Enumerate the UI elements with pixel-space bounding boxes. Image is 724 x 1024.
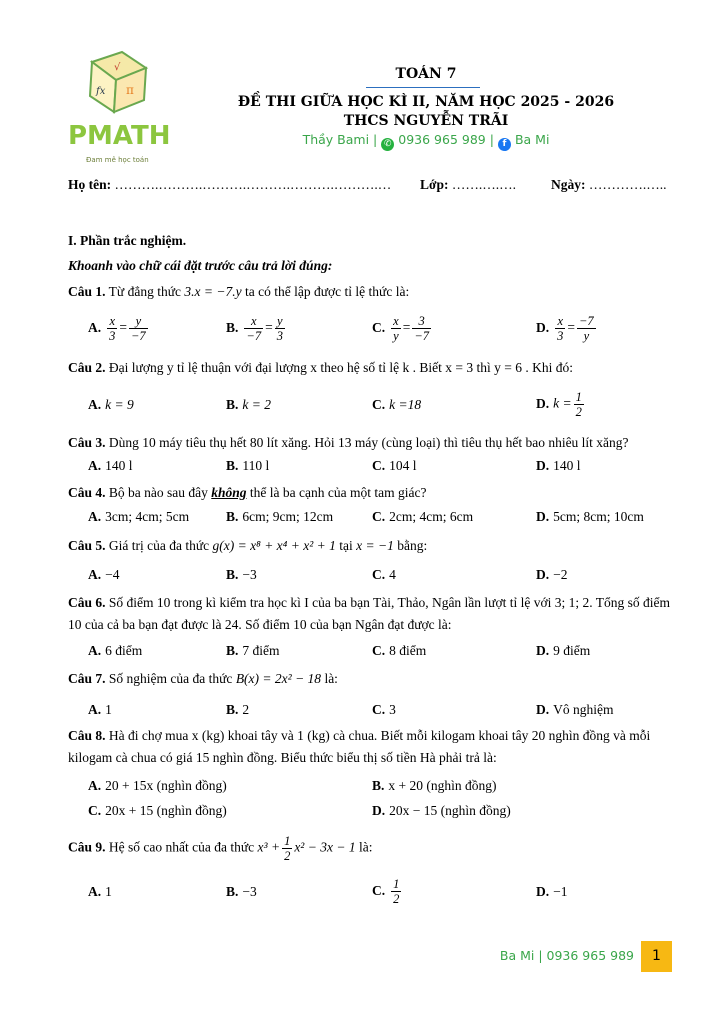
q5-option-c[interactable]: C. 4	[372, 567, 396, 582]
q5-option-a[interactable]: A. −4	[88, 567, 120, 582]
question-7: Câu 7. Số nghiệm của đa thức B(x) = 2x² − 18 là:	[68, 671, 338, 686]
q7-option-a[interactable]: A. 1	[88, 702, 112, 717]
q2-option-d[interactable]: D. k = $\frac{1}{2}$	[536, 390, 582, 419]
q2-option-b[interactable]: B. k = 2	[226, 397, 271, 412]
name-field: Họ tên: ……….……….……….……….……….……….…	[68, 177, 392, 192]
question-5: Câu 5. Giá trị của đa thức g(x) = x⁸ + x⁴ + x² + 1 tại x = −1 bằng:	[68, 538, 428, 553]
subject-title: TOÁN 7	[395, 66, 457, 82]
header-divider	[366, 87, 480, 88]
q5-option-b[interactable]: B. −3	[226, 567, 257, 582]
contact-line: Thầy Bami | ✆ 0936 965 989 | f Ba Mi	[302, 132, 550, 149]
q2-option-c[interactable]: C. k =18	[372, 397, 422, 412]
q7-option-d[interactable]: D. Vô nghiệm	[536, 702, 614, 717]
teacher-name: Thầy Bami	[302, 132, 370, 147]
whatsapp-icon: ✆	[381, 138, 394, 151]
date-field: Ngày: ………….…..	[551, 177, 667, 192]
q1-option-b[interactable]: B. $\frac{x}{-7}$ = $\frac{y}{3}$	[226, 314, 283, 343]
question-4: Câu 4. Bộ ba nào sau đây không thể là ba cạnh của một tam giác?	[68, 485, 427, 500]
dice-icon	[90, 52, 146, 112]
q8-option-b[interactable]: B. x + 20 (nghìn đồng)	[372, 778, 497, 793]
page-number: 1	[641, 941, 672, 972]
question-9: Câu 9. Hệ số cao nhất của đa thức x³ + $\frac{1}{2}$ x² − 3x − 1 là:	[68, 834, 373, 863]
class-field: Lớp: …….….….	[420, 177, 516, 192]
q6-option-a[interactable]: A. 6 điểm	[88, 643, 143, 658]
q4-option-b[interactable]: B. 6cm; 9cm; 12cm	[226, 509, 334, 524]
svg-text:fx: fx	[96, 86, 106, 97]
section-title: I. Phần trắc nghiệm.	[68, 233, 187, 248]
q4-option-c[interactable]: C. 2cm; 4cm; 6cm	[372, 509, 474, 524]
svg-text:PMATH: PMATH	[68, 121, 171, 151]
q8-option-a[interactable]: A. 20 + 15x (nghìn đồng)	[88, 778, 227, 793]
q3-option-b[interactable]: B. 110 l	[226, 458, 270, 473]
q7-option-c[interactable]: C. 3	[372, 702, 396, 717]
exam-title: ĐỀ THI GIỮA HỌC KÌ II, NĂM HỌC 2025 - 2026	[237, 94, 615, 110]
q1-option-c[interactable]: C. $\frac{x}{y}$ = $\frac{3}{-7}$	[372, 314, 429, 343]
q2-option-a[interactable]: A. k = 9	[88, 397, 134, 412]
question-3: Câu 3. Dùng 10 máy tiêu thụ hết 80 lít xăng. Hỏi 13 máy (cùng loại) thì tiêu thụ hết bao nhiêu lít xăng?	[68, 435, 629, 450]
question-8: Câu 8. Hà đi chợ mua x (kg) khoai tây và 1 (kg) cà chua. Biết mỗi kilogam khoai tây 20 nghìn đồng và mỗi kilogam cà chua có giá 15 nghìn đồng. Biểu thức biểu thị số tiền Hà phải trả là:	[68, 728, 651, 765]
q3-option-a[interactable]: A. 140 l	[88, 458, 133, 473]
school-name: THCS NGUYỄN TRÃI	[343, 113, 509, 129]
q1-option-d[interactable]: D. $\frac{x}{3}$ = $\frac{-7}{y}$	[536, 314, 594, 343]
facebook-name: Ba Mi	[514, 132, 550, 147]
q4-option-d[interactable]: D. 5cm; 8cm; 10cm	[536, 509, 644, 524]
q3-option-d[interactable]: D. 140 l	[536, 458, 581, 473]
q6-option-d[interactable]: D. 9 điểm	[536, 643, 591, 658]
q8-option-c[interactable]: C. 20x + 15 (nghìn đồng)	[88, 803, 227, 818]
svg-text:√: √	[114, 62, 121, 73]
q8-option-d[interactable]: D. 20x − 15 (nghìn đồng)	[372, 803, 511, 818]
facebook-icon: f	[498, 138, 511, 151]
svg-text:π: π	[126, 83, 134, 97]
q3-option-c[interactable]: C. 104 l	[372, 458, 417, 473]
q4-option-a[interactable]: A. 3cm; 4cm; 5cm	[88, 509, 190, 524]
q7-option-b[interactable]: B. 2	[226, 702, 250, 717]
q9-option-b[interactable]: B. −3	[226, 884, 257, 899]
q1-option-a[interactable]: A. $\frac{x}{3}$ = $\frac{y}{-7}$	[88, 314, 146, 343]
question-2: Câu 2. Đại lượng y tỉ lệ thuận với đại lượng x theo hệ số tỉ lệ k . Biết x = 3 thì y = 6 . Khi đó:	[68, 360, 573, 375]
question-1: Câu 1. Từ đẳng thức 3.x = −7.y ta có thể lập được tỉ lệ thức là:	[68, 284, 410, 299]
pmath-logo	[64, 50, 176, 168]
q9-option-c[interactable]: C. $\frac{1}{2}$	[372, 877, 400, 906]
q5-option-d[interactable]: D. −2	[536, 567, 568, 582]
footer-contact: Ba Mi | 0936 965 989	[499, 948, 634, 963]
q9-option-a[interactable]: A. 1	[88, 884, 112, 899]
q6-option-b[interactable]: B. 7 điểm	[226, 643, 280, 658]
phone-number: 0936 965 989	[398, 132, 486, 147]
section-instruction: Khoanh vào chữ cái đặt trước câu trả lời đúng:	[68, 258, 333, 273]
q9-option-d[interactable]: D. −1	[536, 884, 568, 899]
svg-text:Đam mê học toán: Đam mê học toán	[86, 156, 149, 164]
q6-option-c[interactable]: C. 8 điểm	[372, 643, 427, 658]
question-6: Câu 6. Số điểm 10 trong kì kiểm tra học kì I của ba bạn Tài, Thảo, Ngân lần lượt tỉ lệ với 3; 1; 2. Tổng số điểm 10 của cả ba bạn đạt được là 24. Số điểm 10 của bạn Ngân đạt được là:	[68, 595, 671, 632]
